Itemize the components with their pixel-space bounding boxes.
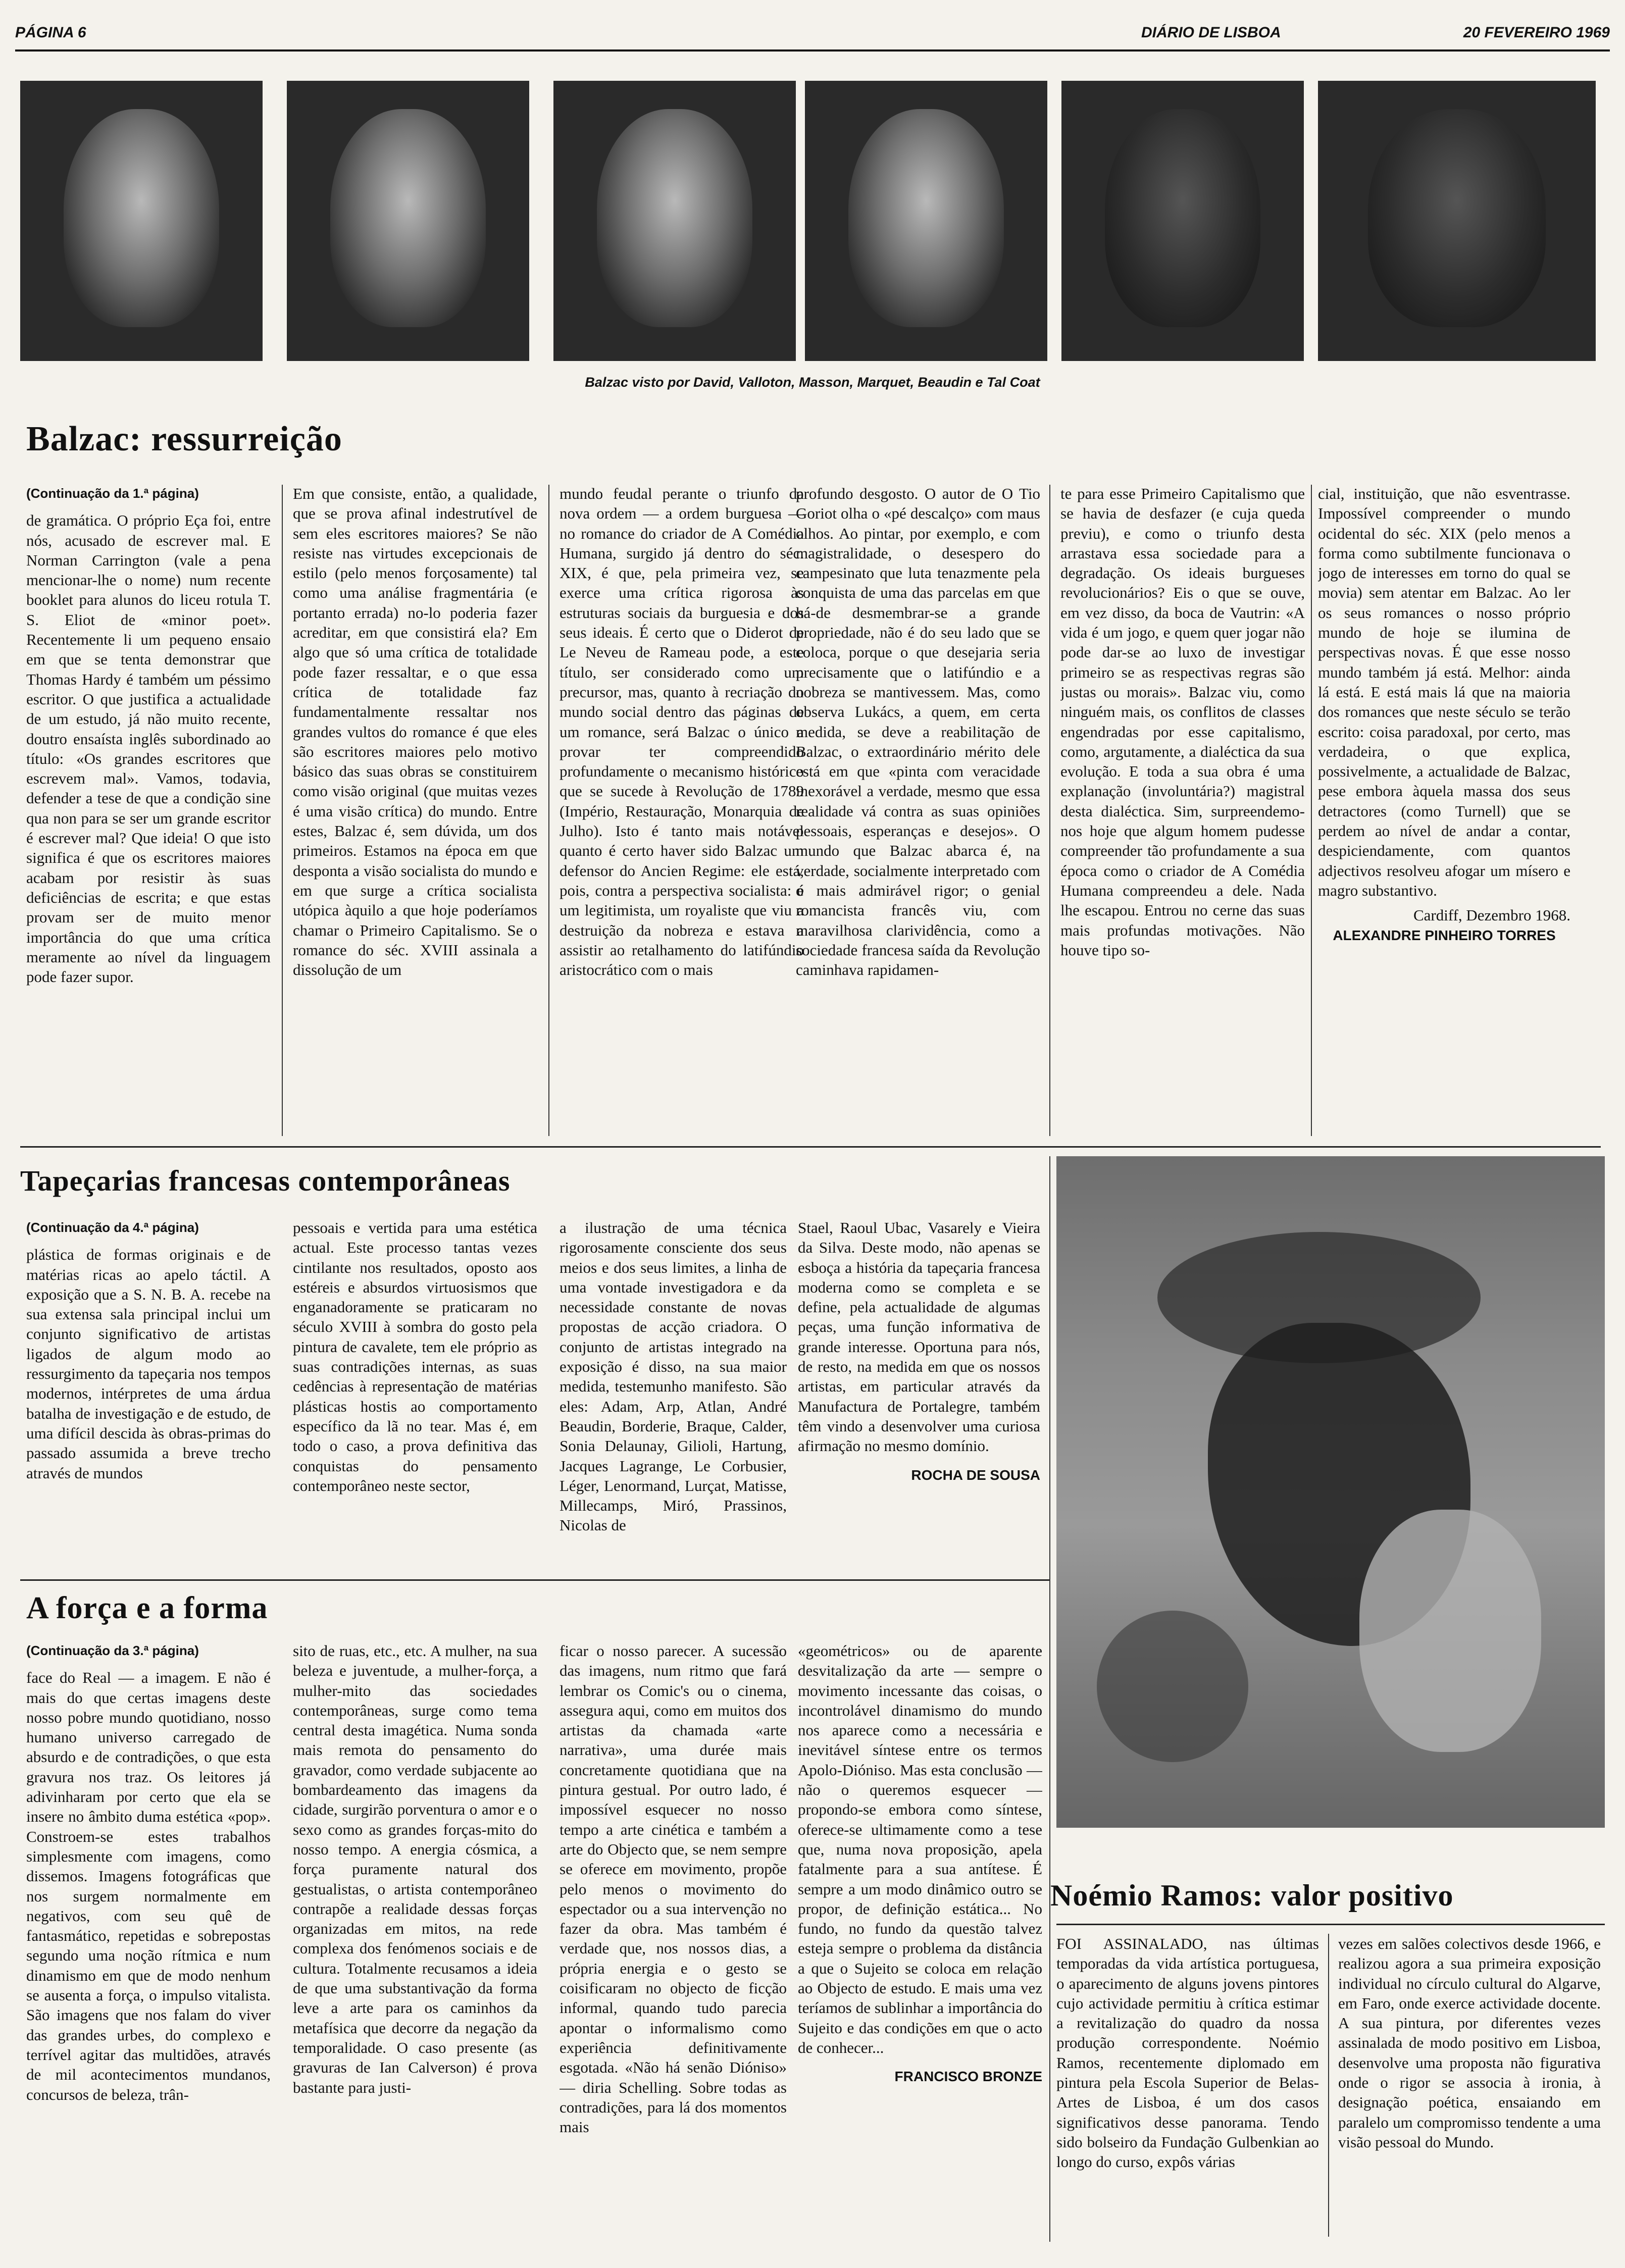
balzac-text-4: profundo desgosto. O autor de O Tio Goriot olha o «pé descalço» com maus olhos. Ao pintar, por exemplo, e com magistralidade, o desespero do campesinato que luta tenazmente pela conquista de uma das parcelas em que há-de desmembrar-se a grande propriedade, não é do seu lado que se coloca, porque o que desejaria seria precisamente que o latifúndio e a nobreza se mantivessem. Mas, como observa Lukács, a quem, em certa medida, se deve a reabilitação de Balzac, o extraordinário mérito dele está em que «pinta com veracidade inexorável a verdade, mesmo que essa realidade vá contra as suas opiniões pessoais, esperanças e desejos». O mundo que Balzac abarca é, na verdade, socialmente interpretado com o mais admirável rigor; o genial romancista francês viu, com maravilhosa clarividência, como a sociedade francesa saída da Revolução caminhava rapidamen-	[796, 485, 1040, 979]
forca-text-4: «geométricos» ou de aparente desvitalização da arte — sempre o movimento incessante das coisas, o incontrolável dinamismo do mundo nos aparece como a necessária e inevitável síntese entre os termos Apolo-Dióniso. Mas esta conclusão — não o queremos esquecer — propondo-se embora como síntese, oferece-se ultimamente como a tese que, numa nova proposição, apela fatalmente para a sua antítese. É sempre a um modo dinâmico outro se propor, de definição estática... No fundo, no fundo da questão talvez esteja sempre o problema da distância a que o Sujeito se coloca em relação ao Objecto de estudo. E mais uma vez teríamos de sublinhar a importância do Sujeito e das condições em que o acto de conhecer...	[798, 1642, 1042, 2056]
balzac-headline: Balzac: ressurreição	[26, 420, 342, 458]
portrait-marquet	[805, 81, 1047, 361]
portrait-beaudin	[1061, 81, 1304, 361]
issue-date: 20 FEVEREIRO 1969	[1463, 24, 1610, 41]
tapecarias-text-1: plástica de formas originais e de matérias ricas ao apelo táctil. A exposição que a S. N. B. A. recebe na sua extensa sala principal inclui um conjunto significativo de artistas ligados de algum modo ao ressurgimento da tapeçaria nos tempos modernos, intérpretes de uma árdua batalha de investigação e de estudo, de uma difícil descida às obras-primas do passado assumida a breve trecho através de mundos	[26, 1246, 271, 1482]
forca-column-2	[293, 1641, 537, 2237]
balzac-column-3	[560, 484, 804, 1135]
column-rule	[1311, 485, 1312, 1136]
balzac-text-1: de gramática. O próprio Eça foi, entre nós, acusado de escrever mal. E Norman Carrington (vale a pena mencionar-lhe o nome) num recente booklet para alunos do liceu rotula T. S. Eliot de «minor poet». Recentemente li um pequeno ensaio em que se tenta demonstrar que Thomas Hardy é também um péssimo escritor. O que justifica a actualidade de um estudo, já não muito recente, doutro ensaísta inglês subordinado ao título: «Os grandes escritores que escrevem mal». Vamos, todavia, defender a tese de que a condição sine qua non para se ser um grande escritor é escrever mal? Que ideia! O que isto significa é que os escritores maiores acabam por resistir às suas deficiências de escrita; e que estas provam ser de muito menor importância do que uma crítica meramente ao nível da linguagem pode fazer supor.	[26, 511, 271, 986]
forca-text-2: sito de ruas, etc., etc. A mulher, na sua beleza e juventude, a mulher-força, a mulher-mito das sociedades contemporâneas, surge como tema central desta imagética. Numa sonda mais remota do pensamento do gravador, como verdade subjacente ao bombardeamento das imagens da cidade, surgirão porventura o amor e o sexo como as grandes forças-mito do nosso tempo. A energia cósmica, a força puramente natural dos gestualistas, o artista contemporâneo contrapõe a realidade dessas forças organizadas em mitos, na rede complexa dos fenómenos sociais e de cultura. Totalmente recusamos a ideia de que uma substantivação da forma leve a arte para os caminhos da metafísica que decorre da negação da temporalidade. O caso presente (as gravuras de Ian Calverson) é prova bastante para justi-	[293, 1642, 537, 2096]
column-rule	[1049, 485, 1050, 1136]
portrait-david	[20, 81, 263, 361]
balzac-text-6: cial, instituição, que não esventrasse. Impossível compreender o mundo ocidental do séc. XIX (pelo menos a forma como subtilmente funcionava o jogo de interesses em torno do qual se movia) sem atentar em Balzac. Ao ler os seus romances o nosso próprio mundo de hoje se ilumina de perspectivas novas. É que esse nosso mundo também já está. Melhor: ainda lá está. E está mais lá que na maioria dos romances que neste século se terão escrito: coisa paradoxal, por certo, mas verdadeira, o que explica, possivelmente, a actualidade de Balzac, pese embora àquela massa dos seus detractores (como Turnell) que se perdem ao nível de andar a contar, despiciendamente, com quantos adjectivos resolveu afogar um mísero e magro substantivo.	[1318, 485, 1570, 899]
balzac-text-2: Em que consiste, então, a qualidade, que se prova afinal indestrutível de sem eles escritores maiores? Se não resiste nas virtudes excepcionais de estilo (pelo menos forçosamente) tal como uma análise fragmentária (e portanto errada) no-lo poderia fazer acreditar, em que consistirá ela? Em algo que só uma crítica de totalidade pode fazer ressaltar, e o que essa crítica de totalidade faz fundamentalmente ressaltar nos grandes vultos do romance é que eles são escritores maiores pelo motivo básico das suas obras se constituirem como visão original (que muitas vezes é uma visão crítica) do mundo. Entre estes, Balzac é, sem dúvida, um dos primeiros. Estamos na época em que desponta a visão socialista do mundo e em que surge a crítica socialista utópica àquilo a que hoje poderíamos chamar o Primeiro Capitalismo. Se o romance do séc. XVIII assinala a dissolução de um	[293, 485, 537, 979]
forca-text-1: face do Real — a imagem. E não é mais do que certas imagens deste nosso pobre mundo quotidiano, nosso humano universo carregado de absurdo e de contradições, o que esta gravura nos traz. Os leitores já adivinharam por certo que ela se insere no âmbito duma estética «pop». Constroem-se estes trabalhos simplesmente com imagens, como dissemos. Imagens fotográficas que nos surgem normalmente em negativos, com seu quê de fantasmático, repetidas e sobrepostas segundo uma noção rítmica e num dinamismo em que de modo nenhum se ausenta a força, o impulso vitalista. São imagens que nos falam do viver das grandes urbes, do complexo e terrível agitar das multidões, através de mil acontecimentos mundanos, concursos de beleza, trân-	[26, 1669, 271, 2103]
balzac-column-2	[293, 484, 537, 1135]
forca-author: FRANCISCO BRONZE	[894, 2069, 1042, 2085]
tapecarias-column-2	[293, 1218, 537, 1602]
section-rule-1	[20, 1146, 1601, 1148]
portrait-tal-coat	[1318, 81, 1596, 361]
column-rule	[548, 485, 549, 1136]
newspaper-name: DIÁRIO DE LISBOA	[1141, 24, 1281, 41]
balzac-text-3: mundo feudal perante o triunfo da nova ordem — a ordem burguesa — no romance do criador de A Comédia Humana, surgido já dentro do séc. XIX, é que, pela primeira vez, se exerce uma crítica rigorosa às estruturas sociais da burguesia e dos seus ideais. É certo que o Diderot de Le Neveu de Rameau pode, a este título, ser considerado como um precursor, mas, quanto à recriação do mundo social dentro das páginas de um romance, será Balzac o único a provar ter compreendido profundamente o mecanismo histórico que se sucede à Revolução de 1789 (Império, Restauração, Monarquia de Julho). Isto é tanto mais notável quanto é certo haver sido Balzac um defensor do Ancien Regime: ele está, pois, contra a perspectiva socialista: é um legitimista, um royaliste que viu a destruição da nobreza e estava a assistir ao retalhamento do latifúndio aristocrático com o mais	[560, 485, 804, 979]
tapecarias-column-4	[798, 1218, 1040, 1602]
noemio-ramos-artwork-photo	[1056, 1156, 1605, 1828]
portraits-strip	[20, 81, 1596, 361]
balzac-column-5	[1060, 484, 1305, 1135]
page-header	[15, 9, 1610, 49]
section-rule-2	[20, 1579, 1050, 1581]
tapecarias-text-2: pessoais e vertida para uma estética actual. Este processo tantas vezes cintilante nos resultados, oposto aos estéreis e absurdos virtuosismos que enganadoramente se praticaram no século XVIII à sombra do gosto pela pintura de cavalete, tem ele próprio as suas contradições internas, as suas cedências à representação de matérias plásticas hostis ao comportamento específico da lã no tear. Mas é, em todo o caso, a prova definitiva das conquistas do pensamento contemporâneo neste sector,	[293, 1219, 537, 1494]
forca-text-3: ficar o nosso parecer. A sucessão das imagens, num ritmo que fará lembrar os Comic's ou o cinema, assegura aqui, como em muitos dos artistas da chamada «arte narrativa», uma durée mais concretamente quotidiana que na pintura gestual. Por outro lado, é impossível esquecer no nosso tempo a arte cinética e também a arte do Objecto que, se nem sempre se oferece em movimento, propõe pelo menos o movimento do espectador ou a sua intervenção no fazer da obra. Mas também é verdade que, nos nossos dias, a própria energia e o gesto se coisificaram no objecto de ficção informal, quando tudo parecia apontar o informalismo como experiência definitivamente esgotada. «Não há senão Dióniso» — diria Schelling. Sobre todas as contradições, para lá dos momentos mais	[560, 1642, 787, 2136]
balzac-text-5: te para esse Primeiro Capitalismo que se havia de desfazer (e cuja queda previu), e como o triunfo desta arrastava essa sociedade para a degradação. Os ideais burgueses revolucionários? Eis o que se ouve, em vez disso, da boca de Vautrin: «A vida é um jogo, e quem quer jogar não pode dar-se ao luxo de investigar primeiro se as respectivas regras são justas ou morais». Balzac viu, como ninguém mais, os conflitos de classes engendradas por esse capitalismo, como, argutamente, a dialéctica da sua evolução. E toda a sua obra é uma explanação (involuntária?) magistral desta dialéctica. Sim, surpreendemo-nos hoje que algum homem pudesse compreender tão profundamente a sua época como o criador de A Comédia Humana compreendeu a dele. Nada lhe escapou. Entrou no cerne das suas mais profundas motivações. Não houve tipo so-	[1060, 485, 1305, 959]
portrait-masson	[553, 81, 796, 361]
forca-column-1	[26, 1641, 271, 2237]
forca-column-4	[798, 1641, 1042, 2237]
tapecarias-author: ROCHA DE SOUSA	[911, 1467, 1040, 1483]
noemio-text-1: FOI ASSINALADO, nas últimas temporadas da vida artística portuguesa, o aparecimento de alguns jovens pintores cujo actividade permitiu à crítica estimar a revitalização do quadro da nossa produção correspondente. Noémio Ramos, recentemente diplomado em pintura pela Escola Superior de Belas-Artes de Lisboa, é um dos casos significativos desse panorama. Tendo sido bolseiro da Fundação Gulbenkian ao longo do curso, expôs várias	[1056, 1935, 1319, 2171]
tapecarias-text-4: Stael, Raoul Ubac, Vasarely e Vieira da Silva. Deste modo, não apenas se esboça a história da tapeçaria francesa moderna como se completa e se define, pela actualidade de algumas peças, uma função informativa de grande interesse. Oportuna para nós, de resto, na medida em que os nossos artistas, em particular através da Manufactura de Portalegre, também têm vindo a desenvolver uma curiosa afirmação no mesmo domínio.	[798, 1219, 1040, 1455]
noemio-headline: Noémio Ramos: valor positivo	[1050, 1879, 1454, 1912]
forca-column-3	[560, 1641, 787, 2237]
column-rule	[1049, 1156, 1050, 2242]
tapecarias-continued: (Continuação da 4.ª página)	[26, 1220, 199, 1235]
balzac-column-1	[26, 484, 271, 1135]
noemio-column-2	[1338, 1934, 1601, 2237]
page-number: PÁGINA 6	[15, 24, 86, 41]
balzac-continued: (Continuação da 1.ª página)	[26, 486, 199, 501]
tapecarias-column-1	[26, 1218, 271, 1602]
column-rule	[1328, 1934, 1329, 2237]
balzac-column-6	[1318, 484, 1570, 1135]
portraits-caption: Balzac visto por David, Valloton, Masson, Marquet, Beaudin e Tal Coat	[585, 375, 1040, 390]
tapecarias-column-3	[560, 1218, 787, 1602]
balzac-author: ALEXANDRE PINHEIRO TORRES	[1333, 927, 1556, 943]
noemio-column-1	[1056, 1934, 1319, 2237]
tapecarias-text-3: a ilustração de uma técnica rigorosamente consciente dos seus meios e dos seus limites, a linha de uma vontade investigadora e da necessidade constante de novas propostas de acção criadora. O conjunto de artistas integrado na exposição é disso, na sua maior medida, testemunho manifesto. São eles: Adam, Arp, Atlan, André Beaudin, Borderie, Braque, Calder, Sonia Delaunay, Gilioli, Hartung, Jacques Lagrange, Le Corbusier, Léger, Lenormand, Lurçat, Matisse, Millecamps, Miró, Prassinos, Nicolas de	[560, 1219, 787, 1534]
section-rule-3	[1056, 1924, 1605, 1925]
portrait-valloton	[287, 81, 529, 361]
forca-headline: A força e a forma	[26, 1591, 268, 1625]
column-rule	[282, 485, 283, 1136]
noemio-text-2: vezes em salões colectivos desde 1966, e realizou agora a sua primeira exposição individual no círculo cultural do Algarve, em Faro, onde exerce actividade docente. A sua pintura, por diferentes vezes assinalada de modo positivo em Lisboa, desenvolve uma proposta não figurativa onde o rigor se associa à ironia, à designação poética, ensaiando em paralelo um compromisso tendente a uma visão pessoal do Mundo.	[1338, 1935, 1601, 2151]
header-rule	[15, 49, 1610, 51]
forca-continued: (Continuação da 3.ª página)	[26, 1643, 199, 1658]
balzac-dateline: Cardiff, Dezembro 1968.	[1413, 906, 1570, 924]
tapecarias-headline: Tapeçarias francesas contemporâneas	[20, 1164, 511, 1197]
balzac-column-4	[796, 484, 1040, 1135]
